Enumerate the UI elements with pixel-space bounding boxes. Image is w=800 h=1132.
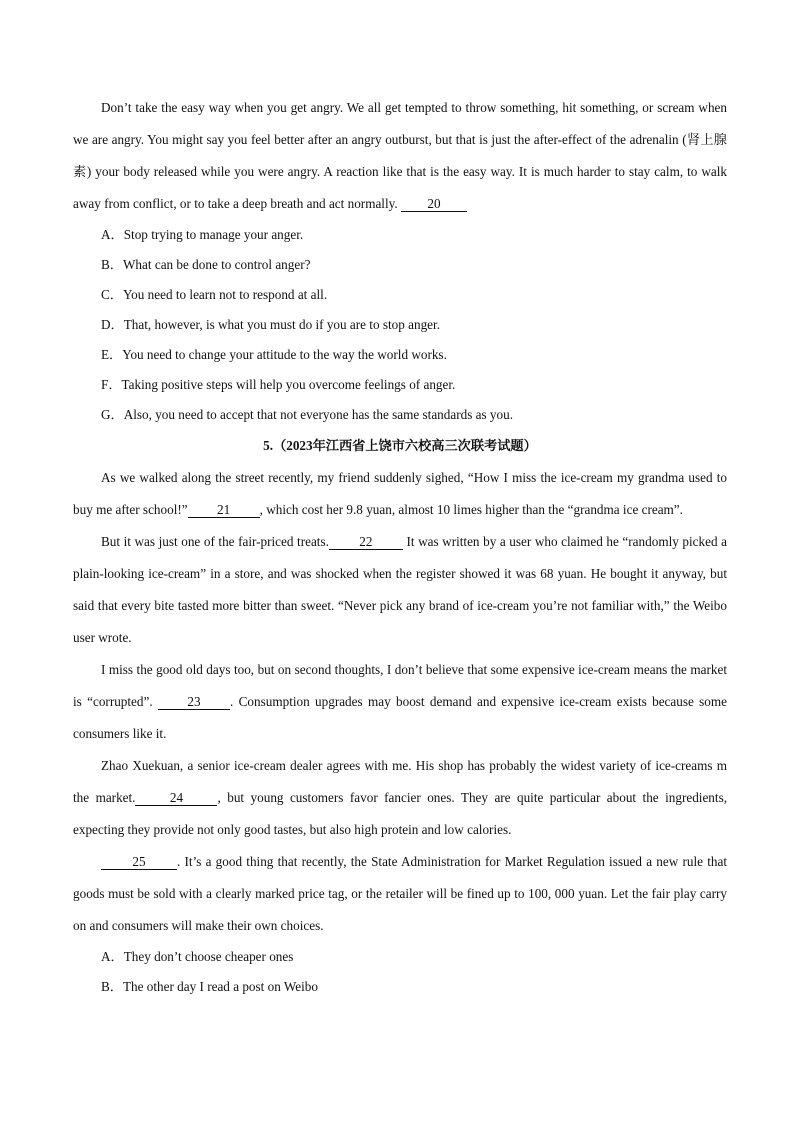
paragraph-text: I miss the good old days too, but on second thoughts, I don’t believe that some expensive ice-cream means the market is “corrupted”. (73, 662, 727, 709)
paragraph-text: , which cost her 9.8 yuan, almost 10 limes higher than the “grandma ice cream”. (259, 502, 683, 517)
paragraph-text: . It’s a good thing that recently, the State Administration for Market Regulation issued a new rule that goods must be sold with a clearly marked price tag, or the retailer will be fined up to 100, 000 yuan. Let the fair play carry on and consumers will make their own choices. (73, 854, 727, 933)
paragraph-text: Don’t take the easy way when you get angry. We all get tempted to throw something, hit something, or scream when we are angry. You might say you feel better after an angry outburst, but that is just the after-effect of the adrenalin (肾上腺素) your body released while you were angry. A reaction like that is the easy way. It is much harder to stay calm, to walk away from conflict, or to take a deep breath and act normally. (73, 100, 727, 211)
blank-22: 22 (329, 535, 403, 550)
blank-25: 25 (101, 855, 177, 870)
blank-21: 21 (188, 503, 260, 518)
option-a: A．They don’t choose cheaper ones (101, 949, 294, 964)
blank-24: 24 (135, 791, 217, 806)
paragraph-text: Zhao Xuekuan, a senior ice-cream dealer agrees with me. His shop has probably the widest variety of ice-creams m the market. (73, 758, 727, 805)
options-list-section4 (73, 220, 727, 430)
option-c: C．You need to learn not to respond at all. (101, 287, 328, 302)
paragraph-text: As we walked along the street recently, my friend suddenly sighed, “How I miss the ice-cream my grandma used to buy me after school!” (73, 470, 727, 517)
option-a: A．Stop trying to manage your anger. (101, 227, 304, 242)
option-b: B．What can be done to control anger? (101, 257, 311, 272)
option-e: E．You need to change your attitude to the way the world works. (101, 347, 447, 362)
options-list-section5 (73, 942, 727, 1002)
paragraph-5 (73, 846, 727, 942)
blank-20: 20 (401, 197, 467, 212)
option-f: F．Taking positive steps will help you overcome feelings of anger. (101, 377, 456, 392)
section-heading: 5.（2023年江西省上饶市六校高三次联考试题） (263, 438, 537, 453)
paragraph-3 (73, 654, 727, 750)
blank-23: 23 (158, 695, 230, 710)
option-d: D．That, however, is what you must do if you are to stop anger. (101, 317, 440, 332)
option-b: B．The other day I read a post on Weibo (101, 979, 318, 994)
option-g: G．Also, you need to accept that not everyone has the same standards as you. (101, 407, 513, 422)
paragraph-text: It was written by a user who claimed he “randomly picked a plain-looking ice-cream” in a store, and was shocked when the register showed it was 68 yuan. He bought it anyway, but said that every bite tasted more bitter than sweet. “Never pick any brand of ice-cream you’re not familiar with,” the Weibo user wrote. (73, 534, 727, 645)
paragraph-text: , but young customers favor fancier ones. They are quite particular about the ingredients, expecting they provide not only good tastes, but also high protein and low calories. (73, 790, 727, 837)
paragraph-text: . Consumption upgrades may boost demand and expensive ice-cream exists because some consumers like it. (73, 694, 728, 741)
paragraph-1 (73, 462, 727, 526)
paragraph-anger-easy-way (73, 92, 727, 220)
paragraph-4 (73, 750, 727, 846)
paragraph-text: But it was just one of the fair-priced treats. (101, 534, 329, 549)
paragraph-2 (73, 526, 727, 654)
